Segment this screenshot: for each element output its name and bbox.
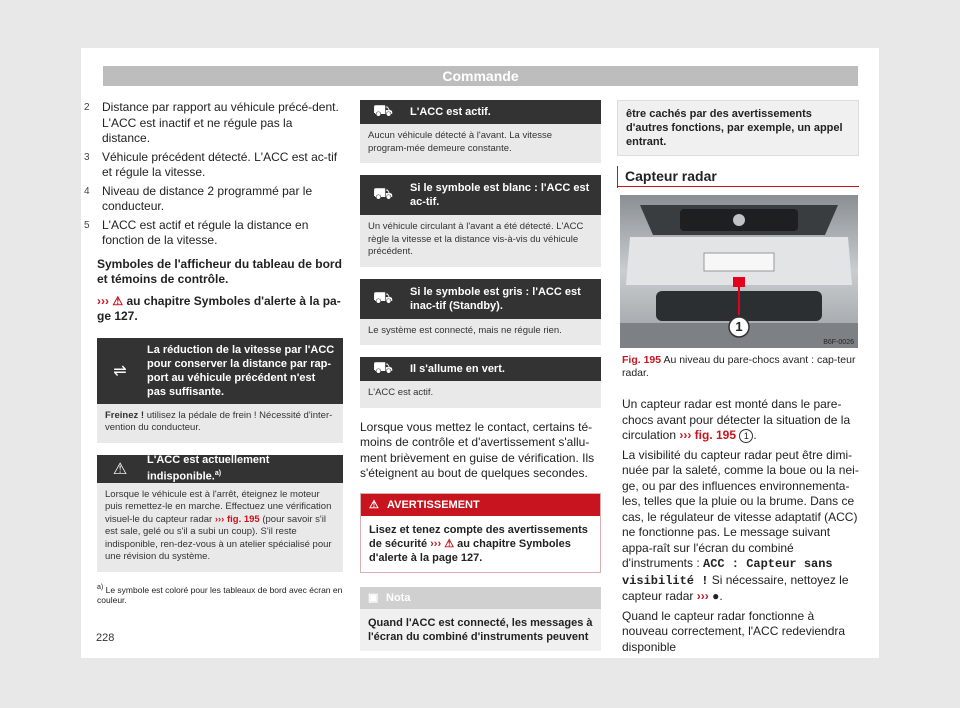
acc-car-icon: ⛟ [372, 360, 394, 377]
list-item [84, 217, 343, 249]
acc-distance-icon: ⇌ [113, 362, 127, 380]
symbol-box-title: La réduction de la vitesse par l'ACC pour conserver la distance par rap-port au véhicule précédent n'est pas suffisante. [147, 343, 335, 398]
symbol-box [97, 338, 343, 443]
warning-text: Lisez et tenez compte des avertissements de sécurité [369, 523, 588, 550]
symbol-box-header [360, 279, 601, 319]
item-number: 5 [84, 219, 90, 231]
middle-column [360, 100, 601, 651]
warning-triangle-icon: ⚠ [112, 293, 124, 308]
symbol-box-title: L'ACC est actif. [410, 106, 491, 118]
fig-link[interactable]: ››› fig. 195 [679, 428, 737, 442]
footnote-mark: a) [97, 583, 104, 591]
list-item [84, 100, 343, 147]
item-number: 4 [84, 185, 90, 197]
acc-car-icon: ⛟ [372, 186, 394, 203]
note-header [360, 587, 601, 609]
note-box [360, 587, 601, 651]
symbol-box-body: L'ACC est actif. [360, 381, 601, 408]
symbol-box [360, 175, 601, 267]
body-paragraph [622, 397, 860, 444]
info-icon: ● [712, 589, 720, 603]
item-text: Niveau de distance 2 programmé par le conducteur. [102, 183, 313, 213]
note-icon: ▣ [368, 591, 379, 604]
item-number: 3 [84, 151, 90, 163]
note-continuation: être cachés par des avertissements d'autres fonctions, par exemple, un appel entrant. [617, 100, 859, 156]
symbol-box [360, 100, 601, 163]
warning-title: AVERTISSEMENT [387, 498, 480, 511]
p-text: La visibilité du capteur radar peut être dimi-nuée par la saleté, comme la boue ou la nei-ge, ou par des influences environnementa-les, telles que la pluie ou la brume. Dans ce cas, le régulateur de vitesse adaptatif (ACC) ne fonctionne pas. Le message suivant appa-raît sur l'écran du combiné d'instruments : [622, 447, 859, 570]
callout-number: 1 [735, 319, 743, 334]
note-body: Quand l'ACC est connecté, les messages à l'écran du combiné d'instruments peuvent [360, 609, 601, 651]
symbol-box-header [97, 455, 343, 483]
body-paragraph: La visibilité du capteur radar peut être dimi-nuée par la saleté, comme la boue ou la nei-ge, ou par des influences environnementa-les, telles que la pluie ou la brume. Dans ce cas, le régulateur de vitesse adaptatif (ACC) ne fonctionne pas. Le message suivant appa-raît sur l'écran du combiné d'instruments : ACC : Capteur sans visibilité ! Si nécessaire, nettoyez le capteur radar ››› ●. [622, 447, 859, 603]
image-code: B6F-0026 [823, 339, 854, 346]
display-message: ACC : Capteur sans visibilité ! [622, 557, 833, 588]
right-column [617, 100, 859, 156]
symbol-box-header [360, 357, 601, 381]
section-heading: Capteur radar [617, 166, 859, 187]
symbol-box-body: Le système est connecté, mais ne régule rien. [360, 319, 601, 346]
p-end: . [753, 428, 757, 442]
ref-arrow[interactable]: ››› [97, 293, 109, 308]
right-text [622, 397, 860, 655]
fig-link[interactable]: ››› fig. 195 [214, 513, 260, 525]
title-text: L'ACC est actuellement indisponible. [147, 454, 270, 483]
symbol-box-title: Si le symbole est gris : l'ACC est inac-tif (Standby). [410, 285, 581, 312]
body-text: utilisez la pédale de frein ! Nécessité d'inter-vention du conducteur. [105, 409, 333, 433]
item-text: Véhicule précédent détecté. L'ACC est ac-tif et régule la vitesse. [102, 149, 338, 179]
figure-caption [622, 354, 858, 380]
caption-text: Au niveau du pare-chocs avant : cap-teur radar. [622, 354, 856, 379]
warning-triangle-icon: ⚠ [444, 537, 455, 550]
callout-badge: 1 [739, 429, 753, 443]
list-item [84, 149, 343, 181]
body-paragraph: Lorsque vous mettez le contact, certains té-moins de contrôle et d'avertissement s'allu-ment brièvement en guise de vérification. Ils s'éteignent au bout de quelques secondes. [360, 419, 595, 480]
ref-text[interactable]: au chapitre Symboles d'alerte à la pa-ge 127 [97, 293, 341, 323]
list-item [84, 183, 343, 215]
symbol-box-header [360, 100, 601, 124]
item-number: 2 [84, 102, 90, 113]
item-text: L'ACC est actif et régule la distance en fonction de la vitesse. [102, 217, 309, 247]
acc-unavailable-icon: ⚠ [112, 460, 128, 478]
warning-body [361, 516, 600, 572]
page-number: 228 [96, 632, 115, 644]
symbol-box-body: Aucun véhicule détecté à l'avant. La vitesse program-mée demeure constante. [360, 124, 601, 163]
body-bold: Freinez ! [105, 409, 145, 421]
symbol-box-title [143, 447, 343, 490]
ref-end: . [134, 309, 138, 323]
p-text: Un capteur radar est monté dans le pare-chocs avant pour détecter la situation de la circulation [622, 397, 851, 442]
acc-car-icon: ⛟ [372, 289, 394, 307]
item-text: Distance par rapport au véhicule précé-dent. L'ACC est inactif et ne régule pas la distance. [102, 100, 339, 145]
body-paragraph: Quand le capteur radar fonctionne à nouveau correctement, l'ACC redeviendra disponible [622, 608, 846, 654]
symbol-box [97, 455, 343, 572]
symbol-box-body [97, 404, 343, 443]
footnote-text: Le symbole est coloré pour les tableaux de bord avec écran en couleur. [97, 584, 343, 606]
symbol-box-body: Un véhicule circulant à l'avant a été détecté. L'ACC règle la vitesse et la distance vis-à-vis du véhicule précédent. [360, 215, 601, 267]
radar-sensor-photo [620, 195, 858, 348]
footnote [97, 582, 343, 607]
symbol-box-body [97, 483, 343, 572]
ref-arrow[interactable]: ››› [430, 537, 442, 550]
page-header: Commande [103, 66, 858, 86]
symbol-box-title: Si le symbole est blanc : l'ACC est ac-tif. [410, 182, 590, 208]
warning-link-text[interactable]: au chapitre Symboles d'alerte à la page 127. [369, 537, 571, 564]
symbol-box-title: Il s'allume en vert. [410, 363, 505, 375]
symbol-box-header [360, 175, 601, 215]
warning-box [360, 493, 601, 573]
ref-arrow[interactable]: ››› [696, 589, 709, 603]
body-text: (pour savoir s'il est sale, gelé ou s'il a subi un coup). S'il reste indisponible, ren-dez-vous à un atelier spécialisé pour une révision du système. [105, 513, 332, 562]
left-column [84, 100, 343, 606]
warning-triangle-icon: ⚠ [369, 498, 379, 511]
symbol-box [360, 357, 601, 408]
warning-header [361, 494, 600, 516]
note-title: Nota [386, 591, 411, 604]
acc-car-icon: ⛟ [372, 103, 394, 120]
p-text: Si nécessaire, nettoyez le capteur radar [622, 572, 849, 603]
caption-label: Fig. 195 [622, 354, 662, 366]
symbols-heading: Symboles de l'afficheur du tableau de bord et témoins de contrôle. [97, 256, 342, 286]
body-text: Lorsque le véhicule est à l'arrêt, éteignez le moteur puis remettez-le en marche. Effectuez une vérification visuel-le du capteur radar [105, 488, 332, 525]
symbol-box-header [97, 338, 343, 404]
symbol-box [360, 279, 601, 346]
cross-reference [97, 294, 343, 325]
footnote-ref: a) [214, 470, 222, 478]
